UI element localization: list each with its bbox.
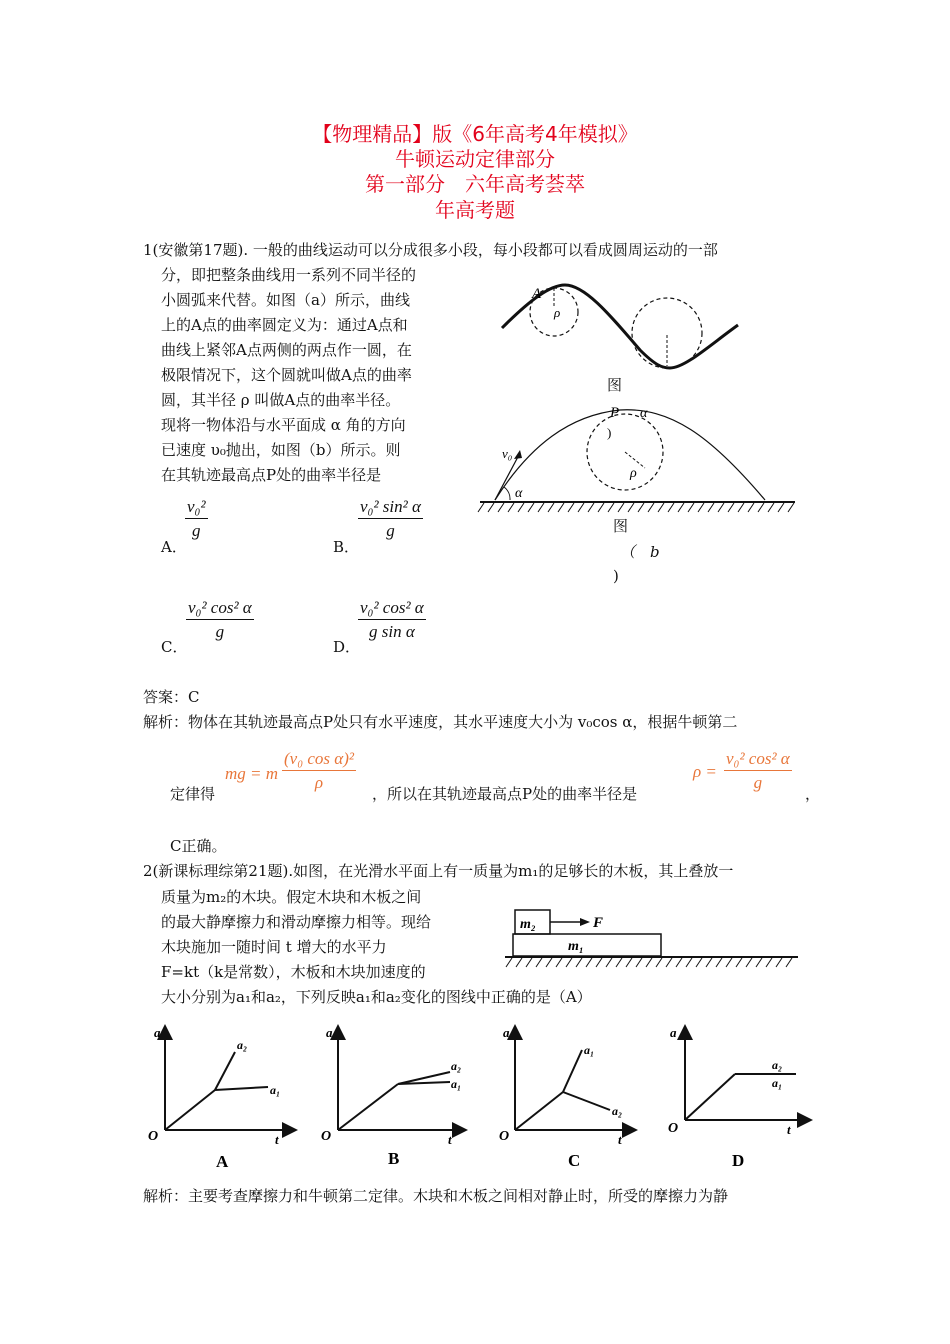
- q1-line: 已速度 υ₀抛出，如图（b）所示。则: [161, 441, 401, 459]
- graph-b-letter: B: [388, 1149, 400, 1168]
- graphs-abcd: [140, 1022, 820, 1174]
- section-title: 第一部分 六年高考荟萃: [365, 172, 585, 196]
- label-m2: m₂: [520, 917, 536, 932]
- eq2-left: ρ =: [693, 762, 717, 781]
- graph-c-letter: C: [568, 1151, 581, 1170]
- q2-line: 大小分别为a₁和a₂，下列反映a₁和a₂变化的图线中正确的是（A）: [161, 988, 592, 1006]
- q1-line: 在其轨迹最高点P处的曲率半径是: [161, 466, 382, 484]
- q1-analysis-mid: ，所以在其轨迹最高点P处的曲率半径是: [372, 785, 638, 803]
- graph-b-label-2: a₁: [451, 1077, 462, 1091]
- eq1-fraction: [282, 749, 356, 793]
- graph-a-axis-a: a: [154, 1025, 161, 1040]
- label-p: P: [610, 405, 620, 421]
- label-a: A: [532, 286, 542, 302]
- graph-a: [148, 1025, 290, 1171]
- graph-a-origin: O: [148, 1129, 159, 1144]
- doc-title: 【物理精品】版《6年高考4年模拟》: [312, 122, 638, 146]
- graph-b-origin: O: [321, 1129, 332, 1144]
- option-d-denominator: g sin α: [368, 622, 415, 641]
- q1-line: 极限情况下，这个圆就叫做A点的曲率: [161, 366, 412, 384]
- option-b-label: B．: [333, 538, 360, 556]
- graph-d-letter: D: [732, 1151, 745, 1170]
- graph-b: [321, 1025, 461, 1168]
- label-paren: ): [607, 425, 612, 440]
- option-b-denominator: g: [386, 521, 395, 540]
- graph-c-axis-a: a: [503, 1025, 510, 1040]
- eq1-left: mg = m: [225, 764, 279, 783]
- eq1-denominator: ρ: [314, 773, 324, 792]
- option-b-formula: [358, 497, 423, 541]
- q1-line: 上的A点的曲率圆定义为：通过A点和: [161, 316, 408, 334]
- eq1-numerator: (v₀ cos α)²: [282, 749, 356, 771]
- option-a-formula: [185, 497, 208, 541]
- q1-analysis-end: ，: [805, 785, 821, 803]
- option-c-denominator: g: [215, 622, 225, 641]
- option-d-numerator: v₀² cos² α: [358, 598, 426, 620]
- option-c-label: C．: [161, 638, 188, 656]
- option-d-formula: [358, 598, 426, 642]
- q1-line: 小圆弧来代替。如图（a）所示，曲线: [161, 291, 410, 309]
- graph-d-label-1: a₂: [772, 1058, 783, 1072]
- figure-blocks: [500, 905, 800, 975]
- label-f: F: [593, 915, 604, 931]
- q1-line: 曲线上紧邻A点两侧的两点作一圆，在: [161, 341, 412, 359]
- q1-analysis: 解析：物体在其轨迹最高点P处只有水平速度，其水平速度大小为 v₀cos α，根据牛顿第二: [143, 713, 738, 731]
- figure-b-projectile: [470, 395, 800, 520]
- figure-a-curvature: [490, 280, 750, 380]
- graph-d-origin: O: [668, 1121, 679, 1136]
- label-alpha-top: α: [640, 406, 648, 421]
- q1-analysis-prefix: 定律得: [170, 785, 216, 803]
- label-v0: v₀: [502, 446, 513, 461]
- q2-line: 2(新课标理综第21题).如图，在光滑水平面上有一质量为m₁的足够长的木板，其上叠放一: [143, 862, 734, 880]
- label-alpha: α: [515, 486, 523, 501]
- eq2-fraction: [724, 749, 792, 793]
- figure-b-caption: 图: [613, 517, 629, 535]
- graph-a-axis-t: t: [275, 1132, 279, 1147]
- graph-c-axis-t: t: [618, 1132, 622, 1147]
- option-a-label: A．: [161, 538, 187, 556]
- q2-line: 木块施加一随时间 t 增大的水平力: [161, 938, 387, 956]
- q2-line: 质量为m₂的木块。假定木块和木板之间: [161, 888, 422, 906]
- graph-b-axis-a: a: [326, 1025, 333, 1040]
- q1-line: 分，即把整条曲线用一系列不同半径的: [161, 266, 417, 284]
- option-a-numerator: v₀²: [185, 497, 208, 519]
- option-b-numerator: v₀² sin² α: [358, 497, 423, 519]
- doc-subtitle: 牛顿运动定律部分: [395, 147, 555, 171]
- figure-b-caption-close: ): [613, 567, 619, 585]
- q2-line: 的最大静摩擦力和滑动摩擦力相等。现给: [161, 913, 432, 931]
- label-m1: m₁: [568, 939, 584, 954]
- graph-b-label-1: a₂: [451, 1059, 462, 1073]
- graph-c-label-1: a₁: [584, 1043, 595, 1057]
- q2-line: F=kt（k是常数），木板和木块加速度的: [161, 963, 426, 981]
- q1-line: 现将一物体沿与水平面成 α 角的方向: [161, 416, 406, 434]
- graph-d-label-2: a₁: [772, 1076, 783, 1090]
- eq2-denominator: g: [753, 773, 763, 792]
- q1-answer: 答案：C: [143, 688, 200, 706]
- q1-conclusion: C正确。: [170, 837, 227, 855]
- label-rho: ρ: [554, 305, 561, 320]
- figure-a-caption: 图: [607, 376, 623, 394]
- graph-d-axis-t: t: [787, 1122, 791, 1137]
- option-d-label: D．: [333, 638, 361, 656]
- graph-b-axis-t: t: [448, 1132, 452, 1147]
- figure-b-caption-b: （ b: [620, 543, 660, 561]
- option-a-denominator: g: [192, 521, 201, 540]
- q2-analysis: 解析：主要考查摩擦力和牛顿第二定律。木块和木板之间相对静止时，所受的摩擦力为静: [143, 1187, 729, 1205]
- q1-line: 圆，其半径 ρ 叫做A点的曲率半径。: [161, 391, 401, 409]
- graph-d-axis-a: a: [670, 1025, 677, 1040]
- graph-d: [668, 1025, 805, 1170]
- graph-c: [499, 1025, 630, 1170]
- graph-a-label-2: a₁: [270, 1083, 281, 1097]
- graph-a-letter: A: [216, 1152, 229, 1171]
- q1-line: 1(安徽第17题). 一般的曲线运动可以分成很多小段，每小段都可以看成圆周运动的一部: [143, 241, 718, 259]
- subsection-title: 年高考题: [435, 198, 515, 222]
- option-c-formula: [186, 598, 254, 642]
- graph-c-origin: O: [499, 1129, 510, 1144]
- label-rho-b: ρ: [630, 466, 637, 481]
- graph-a-label-1: a₂: [237, 1038, 248, 1052]
- option-c-numerator: v₀² cos² α: [186, 598, 254, 620]
- eq2-numerator: v₀² cos² α: [724, 749, 792, 771]
- graph-c-label-2: a₂: [612, 1104, 623, 1118]
